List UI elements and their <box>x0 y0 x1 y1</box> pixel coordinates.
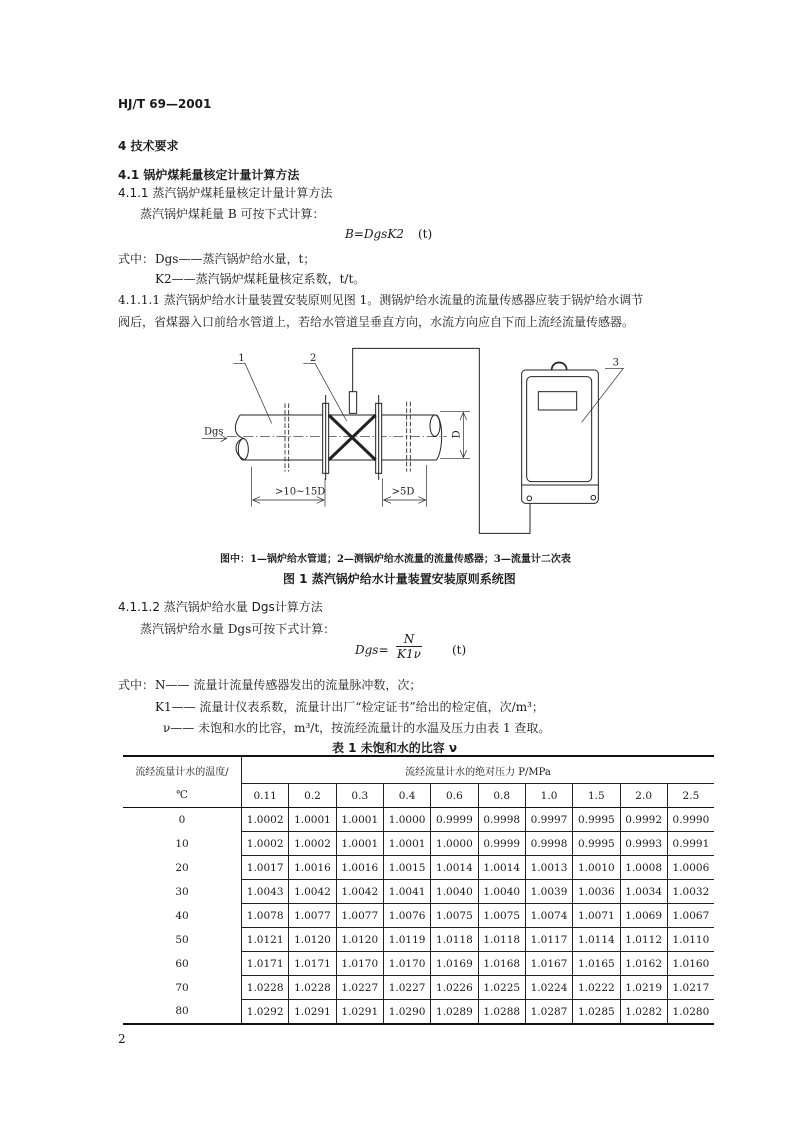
specific-volume-cell: 1.0069 <box>620 904 667 928</box>
table-row <box>123 856 714 880</box>
pressure-column-header: 0.3 <box>336 784 383 808</box>
specific-volume-cell: 1.0000 <box>431 832 478 856</box>
definition: Dgs——蒸汽锅炉给水量，t； <box>155 252 316 266</box>
specific-volume-cell: 1.0001 <box>383 832 430 856</box>
pressure-column-header: 1.0 <box>525 784 572 808</box>
specific-volume-cell: 1.0014 <box>431 856 478 880</box>
pressure-column-header: 2.5 <box>667 784 714 808</box>
flow-sensor <box>329 392 376 460</box>
specific-volume-cell: 1.0288 <box>478 1000 525 1025</box>
specific-volume-cell: 1.0078 <box>242 904 289 928</box>
temperature-cell: 30 <box>123 880 242 904</box>
downstream-distance: >5D <box>391 486 415 498</box>
specific-volume-cell: 0.9997 <box>525 808 572 832</box>
specific-volume-cell: 1.0227 <box>336 976 383 1000</box>
pressure-header: 流经流量计水的绝对压力 P/MPa <box>242 756 715 784</box>
paragraph: 4.1.1.1 蒸汽锅炉给水计量装置安装原则见图 1。测锅炉给水流量的流量传感器应装于锅炉给水调节 <box>118 293 644 307</box>
specific-volume-cell: 1.0040 <box>431 880 478 904</box>
temperature-cell: 40 <box>123 904 242 928</box>
table-row <box>123 808 714 832</box>
definition: K2——蒸汽锅炉煤耗量核定系数，t/t。 <box>155 272 366 286</box>
secondary-meter <box>522 363 599 504</box>
specific-volume-cell: 1.0168 <box>478 952 525 976</box>
section-4-heading: 4 技术要求 <box>118 139 179 153</box>
page-number: 2 <box>118 1032 126 1046</box>
specific-volume-cell: 1.0112 <box>620 928 667 952</box>
temperature-cell: 20 <box>123 856 242 880</box>
section-4-1-1-2-heading: 4.1.1.2 蒸汽锅炉给水量 Dgs计算方法 <box>118 600 323 614</box>
pressure-column-header: 0.4 <box>383 784 430 808</box>
specific-volume-cell: 0.9991 <box>667 832 714 856</box>
specific-volume-cell: 1.0077 <box>336 904 383 928</box>
specific-volume-cell: 0.9995 <box>573 808 620 832</box>
specific-volume-cell: 1.0119 <box>383 928 430 952</box>
specific-volume-cell: 1.0001 <box>336 832 383 856</box>
pressure-column-header: 0.8 <box>478 784 525 808</box>
leader-lines <box>233 363 623 423</box>
specific-volume-cell: 1.0075 <box>431 904 478 928</box>
specific-volume-cell: 1.0015 <box>383 856 430 880</box>
table-row <box>123 1000 714 1025</box>
temperature-cell: 70 <box>123 976 242 1000</box>
standard-number: HJ/T 69—2001 <box>118 97 212 111</box>
temperature-cell: 60 <box>123 952 242 976</box>
specific-volume-cell: 1.0171 <box>289 952 336 976</box>
specific-volume-cell: 1.0170 <box>383 952 430 976</box>
label-1: 1 <box>238 353 245 364</box>
installation-diagram <box>190 335 640 545</box>
numerator: N <box>403 632 415 646</box>
specific-volume-cell: 1.0041 <box>383 880 430 904</box>
specific-volume-cell: 1.0114 <box>573 928 620 952</box>
temperature-cell: 50 <box>123 928 242 952</box>
specific-volume-cell: 1.0285 <box>573 1000 620 1025</box>
specific-volume-cell: 0.9998 <box>525 832 572 856</box>
specific-volume-cell: 1.0077 <box>289 904 336 928</box>
formula-lhs: Dgs= <box>355 643 389 657</box>
formula-fraction <box>396 632 422 661</box>
specific-volume-cell: 1.0034 <box>620 880 667 904</box>
specific-volume-cell: 1.0075 <box>478 904 525 928</box>
specific-volume-cell: 1.0292 <box>242 1000 289 1025</box>
specific-volume-cell: 1.0036 <box>573 880 620 904</box>
specific-volume-cell: 1.0291 <box>289 1000 336 1025</box>
pressure-column-header: 0.11 <box>242 784 289 808</box>
specific-volume-cell: 1.0224 <box>525 976 572 1000</box>
specific-volume-cell: 1.0171 <box>242 952 289 976</box>
definition: K1—— 流量计仪表系数，流量计出厂“检定证书”给出的检定值，次/m³； <box>155 700 544 714</box>
specific-volume-cell: 1.0228 <box>289 976 336 1000</box>
specific-volume-cell: 1.0002 <box>242 808 289 832</box>
specific-volume-cell: 1.0001 <box>289 808 336 832</box>
specific-volume-cell: 0.9999 <box>478 832 525 856</box>
table-row <box>123 832 714 856</box>
specific-volume-cell: 1.0008 <box>620 856 667 880</box>
specific-volume-cell: 1.0043 <box>242 880 289 904</box>
specific-volume-cell: 1.0118 <box>431 928 478 952</box>
specific-volume-cell: 1.0001 <box>336 808 383 832</box>
specific-volume-cell: 1.0017 <box>242 856 289 880</box>
pressure-column-header: 0.6 <box>431 784 478 808</box>
specific-volume-cell: 1.0076 <box>383 904 430 928</box>
denominator: K1ν <box>397 647 421 661</box>
specific-volume-cell: 1.0282 <box>620 1000 667 1025</box>
specific-volume-cell: 1.0217 <box>667 976 714 1000</box>
specific-volume-cell: 1.0118 <box>478 928 525 952</box>
pressure-column-header: 2.0 <box>620 784 667 808</box>
specific-volume-cell: 1.0117 <box>525 928 572 952</box>
specific-volume-cell: 1.0169 <box>431 952 478 976</box>
where-label: 式中： <box>118 252 155 266</box>
specific-volume-cell: 1.0016 <box>289 856 336 880</box>
table-title: 表 1 未饱和水的比容 ν <box>332 741 458 755</box>
section-4-1-heading: 4.1 锅炉煤耗量核定计量计算方法 <box>118 168 300 182</box>
specific-volume-cell: 1.0110 <box>667 928 714 952</box>
formula-unit: (t) <box>452 643 467 657</box>
definition: N—— 流量计流量传感器发出的流量脉冲数，次； <box>155 678 422 692</box>
specific-volume-cell: 0.9998 <box>478 808 525 832</box>
figure-legend: 图中：1—锅炉给水管道；2—测锅炉给水流量的流量传感器；3—流量计二次表 <box>220 554 571 565</box>
table-row <box>123 952 714 976</box>
section-4-1-1-heading: 4.1.1 蒸汽锅炉煤耗量核定计量计算方法 <box>118 186 333 200</box>
specific-volume-cell: 1.0165 <box>573 952 620 976</box>
specific-volume-cell: 1.0016 <box>336 856 383 880</box>
specific-volume-cell: 0.9995 <box>573 832 620 856</box>
specific-volume-cell: 1.0039 <box>525 880 572 904</box>
temperature-cell: 10 <box>123 832 242 856</box>
upstream-distance: >10~15D <box>275 486 326 498</box>
specific-volume-cell: 1.0067 <box>667 904 714 928</box>
specific-volume-cell: 1.0002 <box>289 832 336 856</box>
specific-volume-cell: 1.0162 <box>620 952 667 976</box>
specific-volume-cell: 1.0167 <box>525 952 572 976</box>
specific-volume-cell: 0.9993 <box>620 832 667 856</box>
specific-volume-cell: 1.0290 <box>383 1000 430 1025</box>
specific-volume-cell: 1.0160 <box>667 952 714 976</box>
specific-volume-cell: 0.9992 <box>620 808 667 832</box>
specific-volume-cell: 1.0040 <box>478 880 525 904</box>
specific-volume-cell: 1.0287 <box>525 1000 572 1025</box>
where-label: 式中： <box>118 678 155 692</box>
formula-unit: (t) <box>418 227 433 241</box>
specific-volume-cell: 1.0289 <box>431 1000 478 1025</box>
paragraph: 阀后，省煤器入口前给水管道上，若给水管道呈垂直方向，水流方向应自下而上流经流量传感器。 <box>118 315 635 329</box>
temperature-cell: 80 <box>123 1000 242 1025</box>
specific-volume-cell: 1.0071 <box>573 904 620 928</box>
table-row <box>123 976 714 1000</box>
specific-volume-cell: 1.0226 <box>431 976 478 1000</box>
specific-volume-cell: 1.0228 <box>242 976 289 1000</box>
diameter-label: D <box>451 430 463 439</box>
flow-label: Dgs <box>204 426 224 438</box>
table-row <box>123 904 714 928</box>
specific-volume-cell: 0.9990 <box>667 808 714 832</box>
specific-volume-cell: 1.0000 <box>383 808 430 832</box>
pressure-column-header: 0.2 <box>289 784 336 808</box>
specific-volume-cell: 1.0010 <box>573 856 620 880</box>
specific-volume-cell: 1.0042 <box>289 880 336 904</box>
table-row <box>123 880 714 904</box>
temperature-unit: ℃ <box>123 784 242 808</box>
specific-volume-cell: 0.9999 <box>431 808 478 832</box>
label-2: 2 <box>310 353 317 364</box>
specific-volume-cell: 1.0002 <box>242 832 289 856</box>
figure-caption: 图 1 蒸汽锅炉给水计量装置安装原则系统图 <box>283 572 516 586</box>
definition: ν—— 未饱和水的比容，m³/t，按流经流量计的水温及压力由表 1 查取。 <box>163 721 551 735</box>
specific-volume-cell: 1.0280 <box>667 1000 714 1025</box>
specific-volume-cell: 1.0219 <box>620 976 667 1000</box>
specific-volume-cell: 1.0222 <box>573 976 620 1000</box>
specific-volume-cell: 1.0170 <box>336 952 383 976</box>
temperature-cell: 0 <box>123 808 242 832</box>
label-3: 3 <box>612 357 620 369</box>
specific-volume-cell: 1.0074 <box>525 904 572 928</box>
specific-volume-table <box>123 755 714 1025</box>
specific-volume-cell: 1.0121 <box>242 928 289 952</box>
paragraph: 蒸汽锅炉煤耗量 B 可按下式计算： <box>140 207 325 221</box>
specific-volume-cell: 1.0006 <box>667 856 714 880</box>
temperature-header: 流经流量计水的温度/ <box>123 756 242 784</box>
specific-volume-cell: 1.0013 <box>525 856 572 880</box>
specific-volume-cell: 1.0120 <box>336 928 383 952</box>
specific-volume-cell: 1.0014 <box>478 856 525 880</box>
specific-volume-cell: 1.0227 <box>383 976 430 1000</box>
specific-volume-cell: 1.0042 <box>336 880 383 904</box>
paragraph: 蒸汽锅炉给水量 Dgs可按下式计算： <box>140 622 336 636</box>
specific-volume-cell: 1.0120 <box>289 928 336 952</box>
specific-volume-cell: 1.0032 <box>667 880 714 904</box>
specific-volume-cell: 1.0291 <box>336 1000 383 1025</box>
table-row <box>123 928 714 952</box>
pressure-column-header: 1.5 <box>573 784 620 808</box>
formula: B=DgsK2 <box>345 227 404 241</box>
specific-volume-cell: 1.0225 <box>478 976 525 1000</box>
